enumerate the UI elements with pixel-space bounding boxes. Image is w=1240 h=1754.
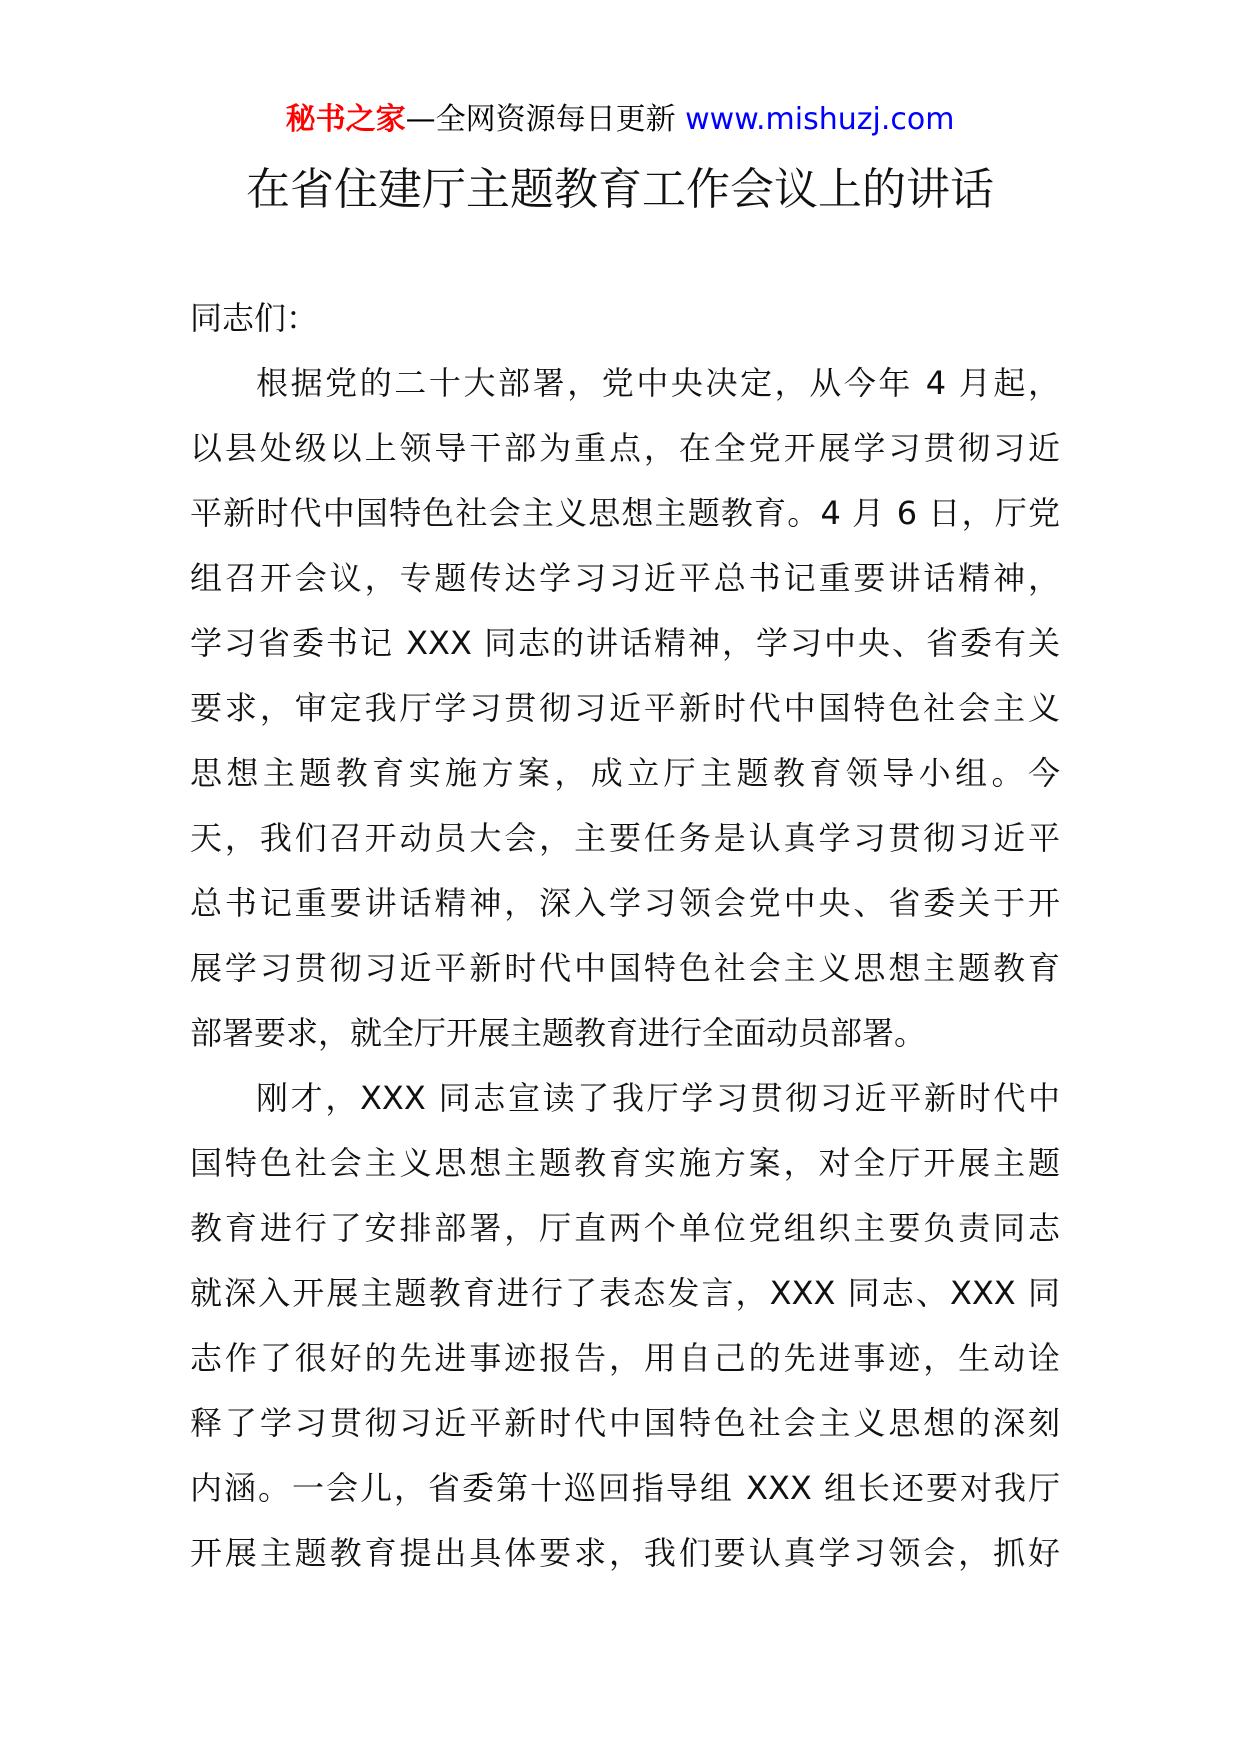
paragraph-line: 根据党的二十大部署，党中央决定，从今年 4 月起， <box>256 364 1060 402</box>
site-tagline: —全网资源每日更新 <box>405 102 676 137</box>
paragraph-line: 展学习贯彻习近平新时代中国特色社会主义思想主题教育 <box>190 949 1060 987</box>
paragraph-line: 志作了很好的先进事迹报告，用自己的先进事迹，生动诠 <box>190 1339 1060 1377</box>
paragraph-line: 天，我们召开动员大会，主要任务是认真学习贯彻习近平 <box>190 819 1060 857</box>
paragraph-line: 以县处级以上领导干部为重点，在全党开展学习贯彻习近 <box>190 429 1060 467</box>
greeting: 同志们： <box>190 299 319 337</box>
paragraph-line: 平新时代中国特色社会主义思想主题教育。4 月 6 日，厅党 <box>190 494 1060 532</box>
paragraph-line: 国特色社会主义思想主题教育实施方案，对全厅开展主题 <box>190 1144 1060 1182</box>
paragraph-line: 学习省委书记 XXX 同志的讲话精神，学习中央、省委有关 <box>190 624 1060 662</box>
site-header <box>0 100 1240 140</box>
paragraph-line: 组召开会议，专题传达学习习近平总书记重要讲话精神， <box>190 559 1060 597</box>
paragraph-line: 思想主题教育实施方案，成立厅主题教育领导小组。今 <box>190 754 1060 792</box>
paragraph-line: 开展主题教育提出具体要求，我们要认真学习领会，抓好 <box>190 1534 1060 1572</box>
paragraph-line: 刚才，XXX 同志宣读了我厅学习贯彻习近平新时代中 <box>256 1079 1060 1117</box>
paragraph-line: 释了学习贯彻习近平新时代中国特色社会主义思想的深刻 <box>190 1404 1060 1442</box>
paragraph-line: 教育进行了安排部署，厅直两个单位党组织主要负责同志 <box>190 1209 1060 1247</box>
document-body <box>190 286 1060 1586</box>
paragraph-line: 就深入开展主题教育进行了表态发言，XXX 同志、XXX 同 <box>190 1274 1060 1312</box>
document-title: 在省住建厅主题教育工作会议上的讲话 <box>246 164 994 215</box>
paragraph-2 <box>190 1066 1060 1586</box>
paragraph-line: 内涵。一会儿，省委第十巡回指导组 XXX 组长还要对我厅 <box>190 1469 1060 1507</box>
paragraph-1 <box>190 351 1060 1066</box>
paragraph-line: 总书记重要讲话精神，深入学习领会党中央、省委关于开 <box>190 884 1060 922</box>
site-brand: 秘书之家 <box>285 102 406 137</box>
paragraph-line: 要求，审定我厅学习贯彻习近平新时代中国特色社会主义 <box>190 689 1060 727</box>
paragraph-line: 部署要求，就全厅开展主题教育进行全面动员部署。 <box>190 1014 927 1052</box>
site-url-link[interactable]: www.mishuzj.com <box>685 102 955 137</box>
